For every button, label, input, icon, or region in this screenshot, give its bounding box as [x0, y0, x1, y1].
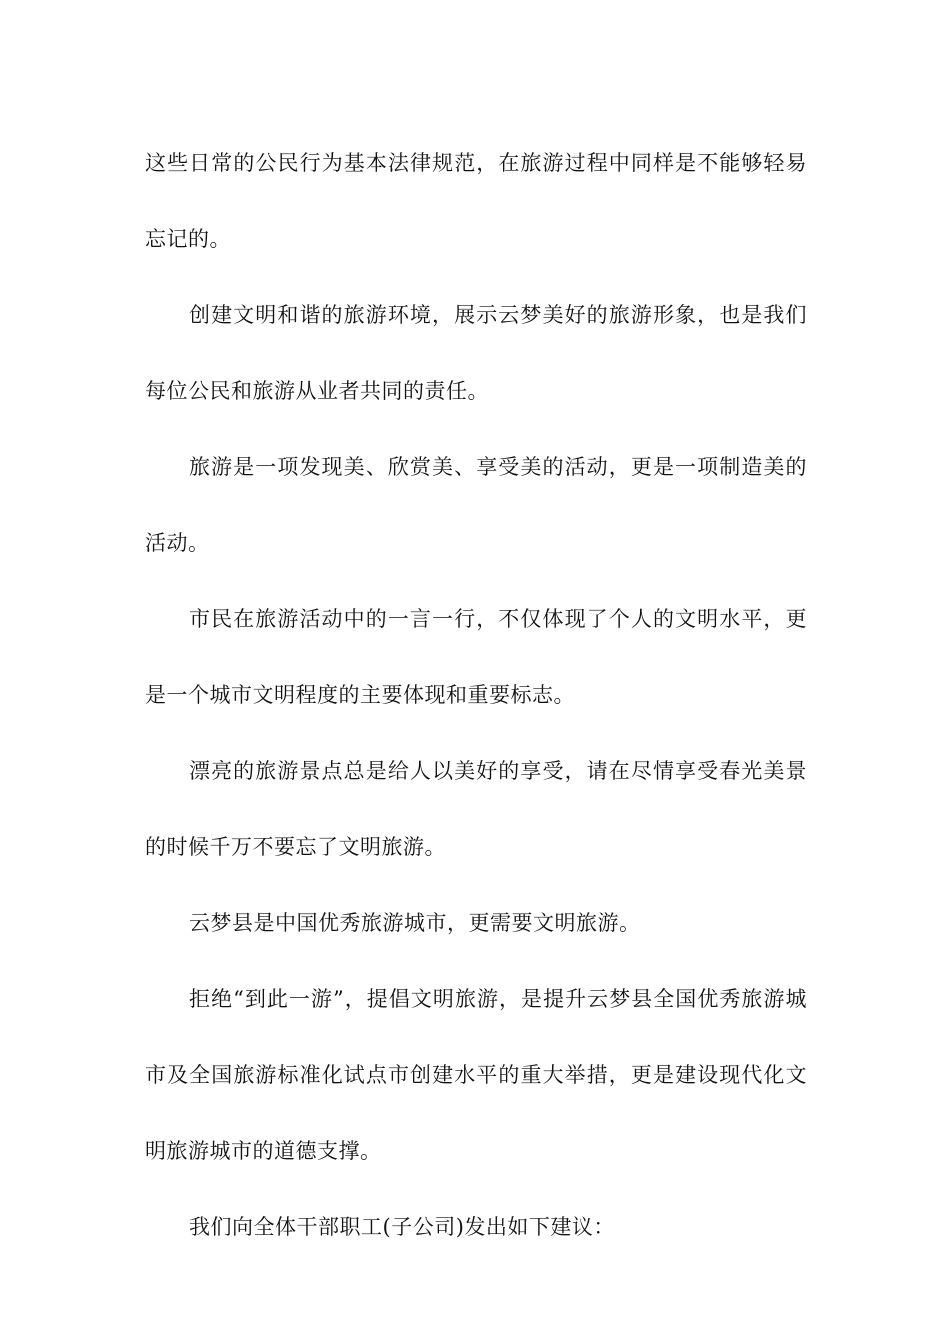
document-body: [145, 125, 807, 1265]
paragraph: 漂亮的旅游景点总是给人以美好的享受，请在尽情享受春光美景的时候千万不要忘了文明旅游。: [145, 759, 807, 859]
paragraph-continued: 这些日常的公民行为基本法律规范，在旅游过程中同样是不能够轻易忘记的。: [145, 151, 807, 251]
paragraph: 我们向全体干部职工(子公司)发出如下建议：: [189, 1215, 615, 1239]
paragraph: 创建文明和谐的旅游环境，展示云梦美好的旅游形象，也是我们每位公民和旅游从业者共同的责任。: [145, 303, 807, 403]
paragraph: 云梦县是中国优秀旅游城市，更需要文明旅游。: [189, 911, 641, 935]
paragraph: 市民在旅游活动中的一言一行，不仅体现了个人的文明水平，更是一个城市文明程度的主要体现和重要标志。: [145, 607, 807, 707]
paragraph: 拒绝“到此一游”，提倡文明旅游，是提升云梦县全国优秀旅游城市及全国旅游标准化试点市创建水平的重大举措，更是建设现代化文明旅游城市的道德支撑。: [145, 987, 807, 1163]
paragraph: 旅游是一项发现美、欣赏美、享受美的活动，更是一项制造美的活动。: [145, 455, 807, 555]
